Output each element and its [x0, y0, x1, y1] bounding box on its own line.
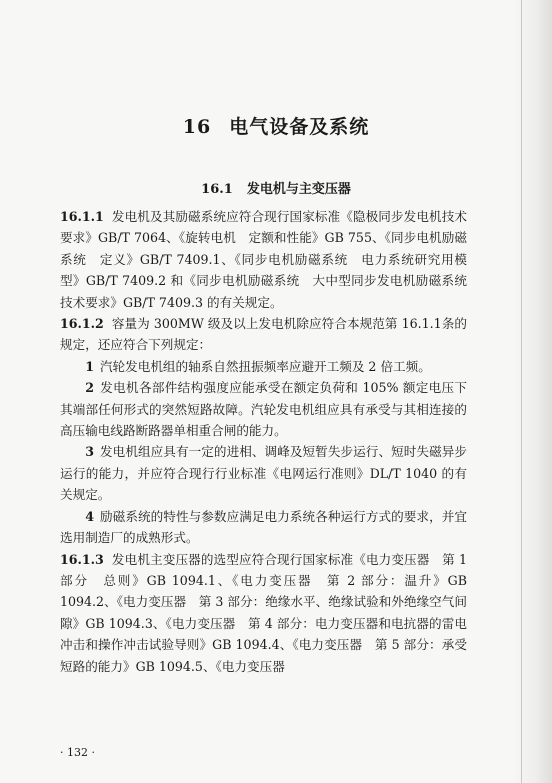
- clause-text: 发电机及其励磁系统应符合现行国家标准《隐极同步发电机技术要求》GB/T 7064、《旋转电机 定额和性能》GB 755、《同步电机励磁系统 定义》GB/T 7409.1、《同步电机励磁系统 电力系统研究用模型》GB/T 7409.2 和《同步电机励磁系统 大中型同步发电机励磁系统技术要求》GB/T 7409.3 的有关规定。: [60, 209, 467, 310]
- item-text: 发电机各部件结构强度应能承受在额定负荷和 105% 额定电压下其端部任何形式的突然短路故障。汽轮发电机组应具有承受与其相连接的高压输电线路断路器单相重合闸的能力。: [60, 380, 467, 439]
- page-number: · 132 ·: [60, 746, 95, 759]
- section-title-text: 发电机与主变压器: [246, 182, 351, 197]
- chapter-title-text: 电气设备及系统: [229, 116, 370, 138]
- item-number: 3: [85, 444, 94, 460]
- chapter-number: 16: [182, 116, 212, 138]
- clause-item-4: [60, 506, 467, 549]
- item-number: 1: [85, 358, 94, 374]
- section-title: [0, 178, 552, 197]
- clause-item-2: [60, 377, 467, 441]
- item-text: 发电机组应具有一定的进相、调峰及短暂失步运行、短时失磁异步运行的能力，并应符合现行行业标准《电网运行准则》DL/T 1040 的有关规定。: [60, 444, 467, 503]
- clause-text: 发电机主变压器的选型应符合现行国家标准《电力变压器 第 1 部分 总则》GB 1094.1、《电力变压器 第 2 部分：温升》GB 1094.2、《电力变压器 第 3 部分：绝缘水平、绝缘试验和外绝缘空气间隙》GB 1094.3、《电力变压器 第 4 部分：电力变压器和电抗器的雷电冲击和操作冲击试验导则》GB 1094.4、《电力变压器 第 5 部分：承受短路的能力》GB 1094.5、《电力变压器: [60, 551, 467, 674]
- clause-16-1-2: [60, 313, 467, 356]
- clause-item-1: [60, 356, 467, 377]
- item-text: 汽轮发电机组的轴系自然扭振频率应避开工频及 2 倍工频。: [99, 358, 431, 374]
- clause-item-3: [60, 441, 467, 505]
- item-number: 4: [85, 508, 94, 524]
- clause-number: 16.1.1: [60, 209, 104, 224]
- clause-text: 容量为 300MW 级及以上发电机除应符合本规范第 16.1.1条的规定，还应符合下列规定：: [60, 316, 467, 353]
- item-number: 2: [85, 380, 94, 396]
- clause-number: 16.1.3: [60, 551, 104, 567]
- item-text: 励磁系统的特性与参数应满足电力系统各种运行方式的要求，并宜选用制造厂的成熟形式。: [60, 508, 467, 546]
- clause-number: 16.1.2: [60, 316, 104, 332]
- body-text: [60, 206, 467, 677]
- chapter-title: [0, 112, 552, 139]
- clause-16-1-3: [60, 549, 467, 677]
- section-number: 16.1: [201, 182, 233, 197]
- clause-16-1-1: [60, 206, 467, 313]
